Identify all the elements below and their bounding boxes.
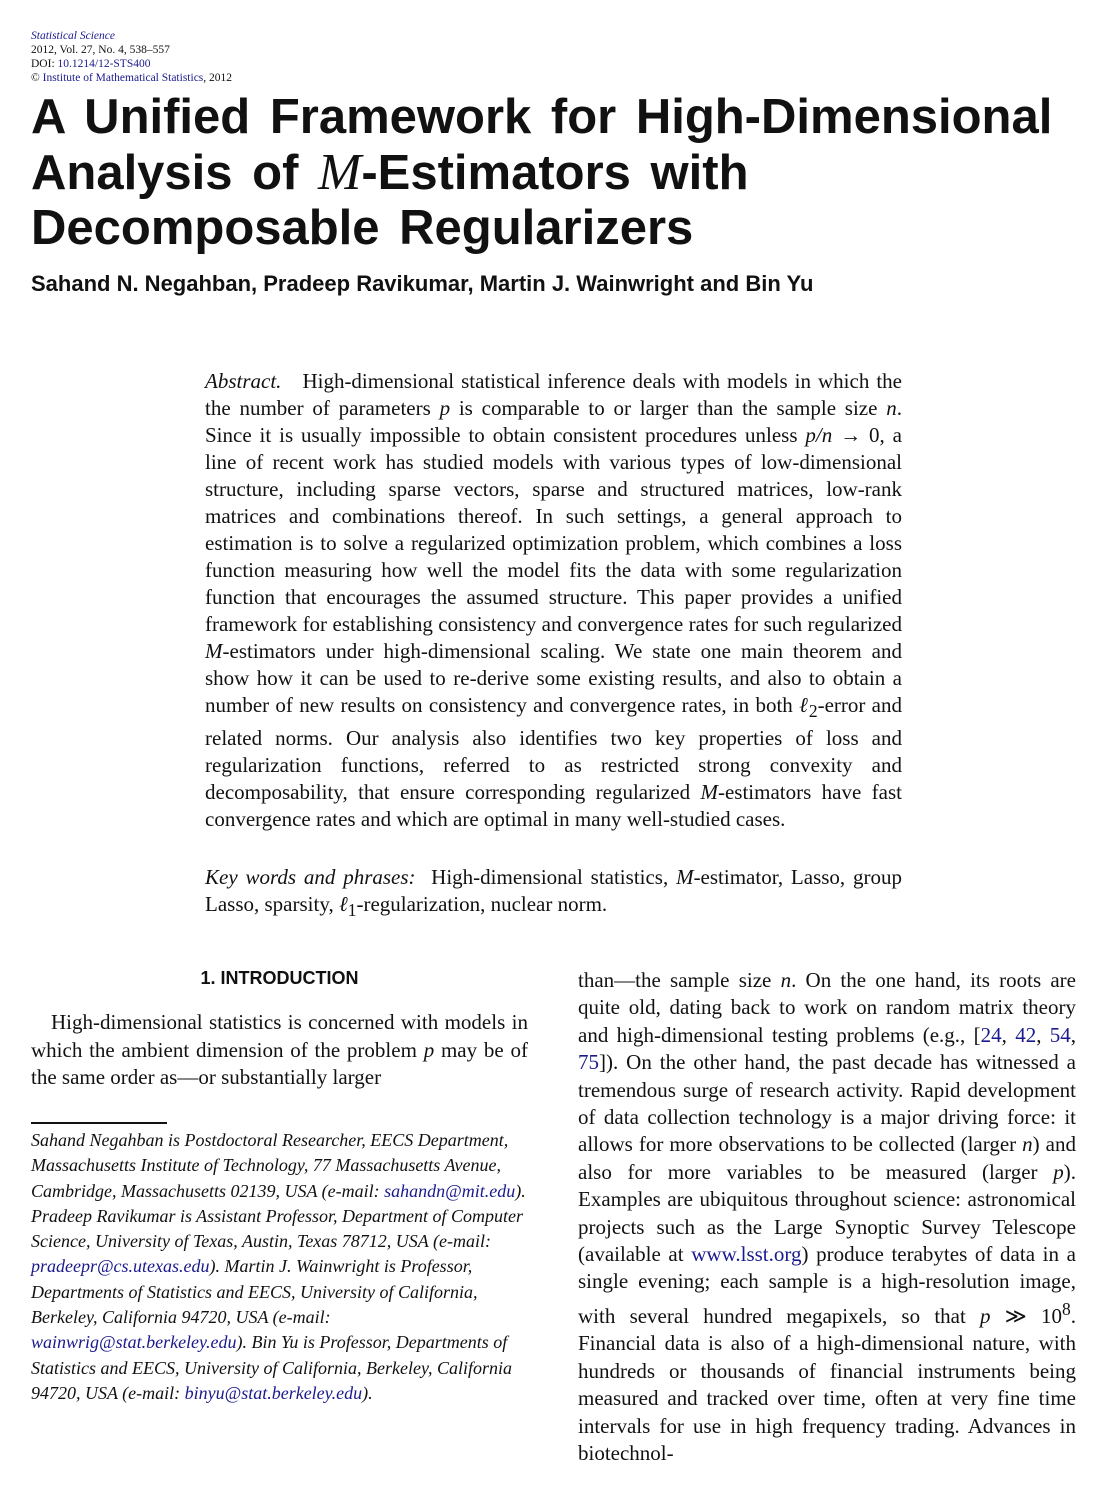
abstract-text: -estimators under high-dimensional scaling. We state one main theorem and show how it can be used to re-derive some existing results, and also to obtain a number of new results on consistency and convergence rates, in both — [205, 639, 902, 717]
citation-link[interactable]: 75 — [578, 1050, 599, 1075]
math-var: n — [886, 396, 897, 420]
body-text: ) produce terabytes of data in a single evening; each sample is a high-resolution image, with several hundred megapixels, so that — [578, 1242, 1076, 1328]
body-text: . Financial data is also of a high-dimensional nature, with hundreds or thousands of financial instruments being measured and tracked over time, often at very fine time intervals for use in high frequency trading. Advances in biotechnol- — [578, 1303, 1076, 1465]
body-text: ) and also for more variables to be measured (larger — [578, 1132, 1076, 1184]
author-list: Sahand N. Negahban, Pradeep Ravikumar, Martin J. Wainwright and Bin Yu — [31, 271, 814, 296]
body-text: High-dimensional statistics is concerned with models in which the ambient dimension of the problem — [31, 1010, 528, 1062]
math-var: p — [439, 396, 451, 420]
math-subscript: 1 — [347, 900, 357, 921]
body-text: ]). On the other hand, the past decade has witnessed a tremendous surge of research activity. Rapid development of data collection technology is a major driving force: it allows for more observations to be collected (larger — [578, 1050, 1076, 1157]
footnote-text: ). Bin Yu is Professor, Departments of Statistics and EECS, University of California, Berkeley, California 94720, USA (e-mail: — [31, 1332, 512, 1403]
citation-link[interactable]: 54 — [1049, 1022, 1071, 1047]
footnote-text: ). — [362, 1382, 373, 1403]
abstract — [205, 368, 902, 833]
keywords-text: -regularization, nuclear norm. — [356, 892, 608, 916]
keywords-text: -estimator, Lasso, group Lasso, sparsity, — [205, 865, 902, 916]
title-math-m: M — [318, 144, 362, 201]
copyright-year: , 2012 — [203, 72, 233, 84]
body-text: than—the sample size — [578, 968, 781, 992]
title-line-1: A Unified Framework for High-Dimensional — [31, 90, 1053, 144]
math-var: p/n — [805, 423, 833, 447]
email-link[interactable]: pradeepr@cs.utexas.edu — [31, 1256, 210, 1277]
footnote-divider — [31, 1122, 167, 1124]
title-line-2-post: -Estimators with — [361, 146, 749, 200]
citation-link[interactable]: 24 — [980, 1022, 1002, 1047]
body-text: ≫ 10 — [990, 1303, 1062, 1328]
math-var: p — [980, 1303, 991, 1328]
keywords-label: Key words and phrases: — [205, 865, 416, 889]
footnote-text: Sahand Negahban is Postdoctoral Researcher, EECS Department, Massachusetts Institute of Technology, 77 Massachusetts Avenue, Cambridge, Massachusetts 02139, USA (e-mail: — [31, 1130, 509, 1201]
keywords-text: High-dimensional statistics, — [423, 865, 677, 889]
section-heading: 1. INTRODUCTION — [200, 968, 359, 988]
math-var: p — [1053, 1159, 1064, 1184]
footnote-text: ). Pradeep Ravikumar is Assistant Professor, Department of Computer Science, University of Texas, Austin, Texas 78712, USA (e-mail: — [31, 1180, 526, 1252]
math-var: n — [780, 968, 792, 992]
paper-title — [31, 90, 1091, 256]
doi-label: DOI: — [31, 58, 58, 70]
footnote-text: ). Martin J. Wainwright is Professor, Departments of Statistics and EECS, University of California, Berkeley, California 94720, USA (e-mail: — [31, 1256, 478, 1328]
journal-header — [31, 29, 232, 85]
journal-name[interactable]: Statistical Science — [31, 30, 115, 42]
math-var: p — [423, 1037, 435, 1062]
math-subscript: 2 — [808, 701, 818, 722]
copyright-holder-link[interactable]: Institute of Mathematical Statistics — [42, 72, 204, 84]
author-footnote — [31, 1128, 531, 1406]
abstract-text: High-dimensional statistical inference deals with models in which the the number of parameters — [205, 369, 902, 420]
email-link[interactable]: binyu@stat.berkeley.edu — [184, 1382, 363, 1403]
math-var: n — [1022, 1132, 1033, 1157]
math-var: M — [676, 865, 694, 889]
journal-copyright — [31, 71, 232, 85]
email-link[interactable]: sahandn@mit.edu — [384, 1180, 516, 1201]
body-text: may be of the same order as—or substantially larger — [31, 1037, 528, 1089]
journal-doi — [31, 57, 232, 71]
math-var: ℓ — [799, 693, 809, 717]
abstract-text: is comparable to or larger than the sample size — [450, 396, 887, 420]
abstract-text: . Since it is usually impossible to obtain consistent procedures unless — [205, 396, 902, 447]
copyright-symbol: © — [31, 72, 43, 84]
keywords — [205, 864, 902, 924]
math-var: ℓ — [338, 892, 348, 916]
intro-left-column — [31, 1009, 528, 1092]
email-link[interactable]: wainwrig@stat.berkeley.edu — [31, 1332, 237, 1353]
doi-link[interactable]: 10.1214/12-STS400 — [57, 58, 151, 70]
lsst-link[interactable]: www.lsst.org — [691, 1242, 802, 1267]
abstract-text: -error and related norms. Our analysis also identifies two key properties of loss and regularization functions, referred to as restricted strong convexity and decomposability, that ensure corresponding regularized — [205, 693, 903, 805]
abstract-text: → 0, a line of recent work has studied models with various types of low-dimensional structure, including sparse vectors, sparse and structured matrices, low-rank matrices and combinations thereof. In such settings, a general approach to estimation is to solve a regularized optimization problem, which combines a loss function measuring how well the model fits the data with some regularization function that encourages the assumed structure. This paper provides a unified framework for establishing consistency and convergence rates for such regularized — [205, 423, 902, 636]
title-line-2-pre: Analysis of — [31, 146, 319, 200]
math-superscript: 8 — [1062, 1298, 1071, 1319]
journal-issue: 2012, Vol. 27, No. 4, 538–557 — [31, 44, 170, 56]
title-line-3: Decomposable Regularizers — [31, 201, 694, 255]
math-var: M — [205, 639, 223, 663]
math-var: M — [700, 780, 718, 805]
citation-link[interactable]: 42 — [1015, 1022, 1037, 1047]
abstract-label: Abstract. — [205, 369, 282, 393]
abstract-text: -estimators have fast convergence rates and which are optimal in many well-studied cases. — [205, 780, 902, 832]
body-text: ). Examples are ubiquitous throughout science: astronomical projects such as the Large Synoptic Survey Telescope (available at — [578, 1159, 1076, 1267]
intro-right-column: than—the sample size n. On the one hand, its roots are quite old, dating back to work on random matrix theory and high-dimensional testing problems (e.g., [24, 42, 54, 75]). On the other hand, the past decade has witnessed a tremendous surge of research activity. Rapid development of data collection technology is a major driving force: it allows for more observations to be collected (larger n) and also for more variables to be measured (larger p). Examples are ubiquitous throughout science: astronomical projects such as the Large Synoptic Survey Telescope (available at www.lsst.org) produce terabytes of data in a single evening; each sample is a high-resolution image, with several hundred megapixels, so that p ≫ $10^8$. Financial data is also of a high-dimensional nature, with hundreds or thousands of financial instruments being measured and tracked over time, often at very fine time intervals for use in high frequency trading. Advances in biotechnol- — [578, 968, 1077, 1465]
body-text: . On the one hand, its roots are quite old, dating back to work on random matrix theory and high-dimensional testing problems (e.g., [ — [578, 968, 1076, 1047]
